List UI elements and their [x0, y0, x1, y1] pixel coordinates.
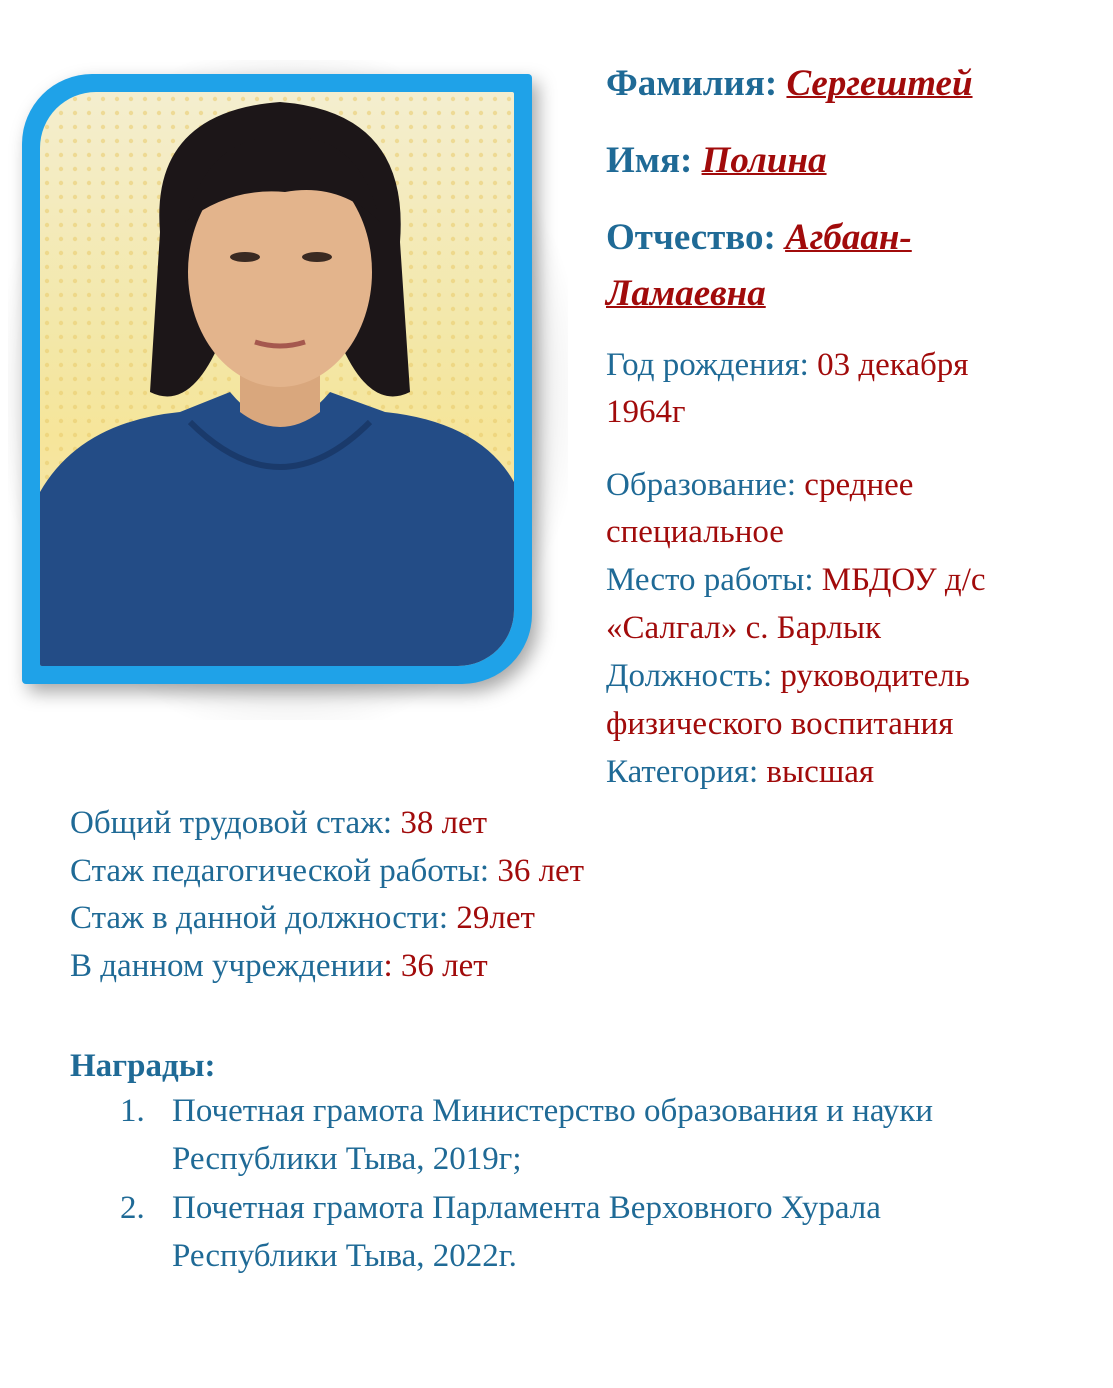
awards-list: [100, 1088, 1100, 1282]
award-item: [100, 1088, 1100, 1183]
award-text-line1: Почетная грамота Парламента Верховного Хурала: [172, 1190, 881, 1226]
award-number: 2.: [120, 1190, 145, 1226]
category-value: высшая: [766, 754, 875, 790]
experience-value: : 36 лет: [383, 947, 488, 984]
position-line2: [606, 701, 953, 748]
birth-value-2: 1964г: [606, 394, 686, 430]
patronymic-field-line2: [606, 270, 766, 318]
position-line1: [606, 653, 970, 700]
name-field: [606, 137, 827, 185]
experience-row: [70, 943, 584, 991]
experience-label: Стаж в данной должности:: [70, 900, 449, 936]
birth-label: Год рождения:: [606, 347, 809, 383]
surname-label: Фамилия:: [606, 63, 778, 104]
name-value: Полина: [701, 140, 827, 181]
category-line: [606, 749, 874, 796]
experience-value: 29лет: [448, 900, 535, 936]
experience-label: Стаж педагогической работы:: [70, 852, 490, 889]
award-text-line2: Республики Тыва, 2019г;: [172, 1140, 522, 1177]
experience-row: [70, 848, 584, 896]
award-text-line2: Республики Тыва, 2022г.: [172, 1237, 517, 1274]
portrait-illustration: [40, 92, 514, 666]
education-value-1: среднее: [804, 467, 914, 503]
award-text-line1: Почетная грамота Министерство образования и науки: [172, 1093, 933, 1129]
position-value-2: физического воспитания: [606, 706, 954, 742]
experience-row: [70, 895, 584, 943]
birth-line1: [606, 342, 968, 389]
experience-row: [70, 800, 584, 848]
patronymic-value-line1: Агбаан-: [785, 217, 912, 258]
workplace-value-2: «Салгал» с. Барлык: [606, 610, 882, 646]
birth-line2: [606, 389, 686, 436]
birth-value-1: 03 декабря: [817, 347, 969, 383]
education-line1: [606, 462, 913, 509]
workplace-line1: [606, 557, 986, 604]
experience-block: [70, 800, 584, 990]
education-line2: [606, 509, 784, 556]
education-label: Образование:: [606, 467, 797, 503]
experience-value: 38 лет: [392, 805, 488, 841]
patronymic-value-line2: Ламаевна: [606, 273, 766, 314]
name-label: Имя:: [606, 140, 693, 181]
portrait-photo: [40, 92, 514, 666]
awards-title: Награды:: [70, 1048, 216, 1084]
experience-label: Общий трудовой стаж:: [70, 805, 393, 841]
surname-value: Сергештей: [786, 63, 973, 104]
award-item: [100, 1185, 1100, 1280]
patronymic-field: [606, 214, 912, 262]
award-number: 1.: [120, 1093, 145, 1129]
patronymic-label: Отчество:: [606, 217, 776, 258]
position-label: Должность:: [606, 658, 773, 694]
position-value-1: руководитель: [780, 658, 970, 694]
workplace-line2: [606, 605, 881, 652]
category-label: Категория:: [606, 754, 759, 790]
workplace-value-1: МБДОУ д/с: [821, 562, 986, 598]
surname-field: [606, 60, 973, 108]
experience-value: 36 лет: [489, 852, 585, 889]
workplace-label: Место работы:: [606, 562, 814, 598]
education-value-2: специальное: [606, 514, 784, 550]
experience-label: В данном учреждении: [70, 947, 384, 984]
